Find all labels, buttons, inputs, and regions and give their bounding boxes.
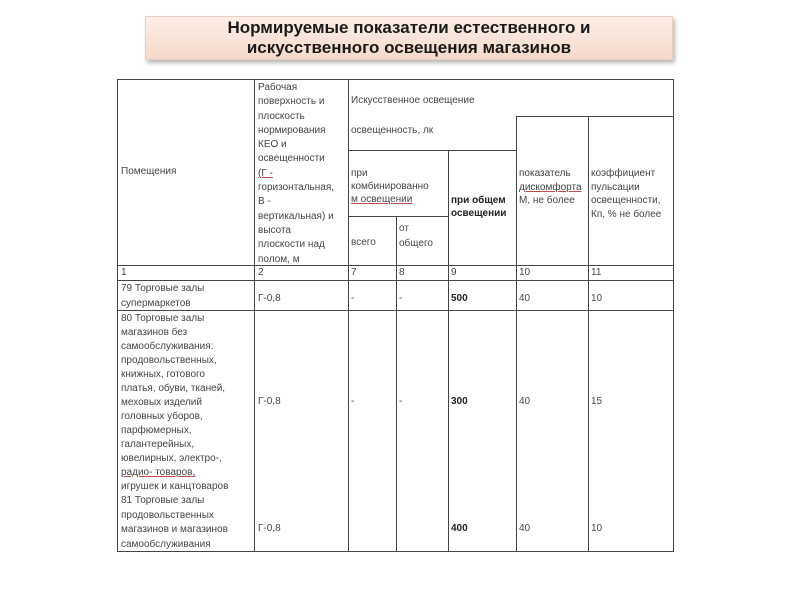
slide-title	[227, 18, 590, 58]
table-border-left	[117, 79, 118, 552]
line-h-combined	[348, 216, 448, 217]
row-surface: Г-0,8	[258, 293, 281, 304]
row-pulsation: 15	[591, 396, 603, 407]
row-name: 80 Торговые залы магазинов без самообслуживания: продовольственных, книжных, готового платья, обуви, тканей, меховых изделий головных уборов, парфюмерных, галантерейных, ювелирных, электро-, радио- товаров, игрушек и канцтоваров	[121, 313, 229, 492]
line-h-artificial	[516, 116, 673, 117]
line-h-illum	[348, 150, 517, 151]
row-general: 500	[451, 293, 468, 304]
colnum-11: 11	[591, 267, 602, 278]
row-pulsation: 10	[591, 523, 603, 534]
row-from-general: -	[399, 396, 403, 407]
header-artificial: Искусственное освещение	[351, 95, 475, 106]
row-surface: Г-0,8	[258, 523, 281, 534]
header-combined: при комбинированно м освещении	[351, 168, 429, 205]
row-discomfort: 40	[519, 523, 531, 534]
colnum-1: 1	[121, 267, 127, 278]
line-v-col8	[396, 216, 397, 552]
header-pomeshcheniya: Помещения	[121, 166, 177, 177]
header-ot-obshchego: от общего	[399, 223, 433, 249]
row-name: 79 Торговые залы супермаркетов	[121, 283, 205, 309]
line-v-col10	[516, 116, 517, 552]
row-pulsation: 10	[591, 293, 603, 304]
row-surface: Г-0,8	[258, 396, 281, 407]
line-v-col2	[254, 79, 255, 552]
table-border-top	[117, 79, 674, 80]
colnum-2: 2	[258, 267, 264, 278]
row-discomfort: 40	[519, 293, 531, 304]
header-vsego: всего	[351, 237, 376, 248]
row-from-general: -	[399, 293, 403, 304]
title-line-2: искусственного освещения магазинов	[246, 38, 572, 57]
header-surface: Рабочая поверхность и плоскость нормирования КЕО и освещенности (Г - горизонтальная, В - вертикальная) и высота плоскости над полом, м	[258, 82, 335, 265]
colnum-8: 8	[399, 267, 405, 278]
row-general: 400	[451, 523, 468, 534]
row-discomfort: 40	[519, 396, 531, 407]
header-discomfort: показатель дискомфорта М, не более	[519, 168, 582, 206]
row-total: -	[351, 396, 355, 407]
table-border-right	[673, 79, 674, 552]
row-name: 81 Торговые залы продовольственных магазинов и магазинов самообслуживания	[121, 495, 228, 550]
row-total: -	[351, 293, 355, 304]
row-general: 300	[451, 396, 468, 407]
slide-title-box	[145, 16, 673, 60]
colnum-10: 10	[519, 267, 531, 278]
header-general: при общем освещении	[451, 195, 507, 219]
colnum-9: 9	[451, 267, 457, 278]
line-v-col9	[448, 150, 449, 552]
line-v-col7	[348, 79, 349, 552]
line-v-col11	[588, 116, 589, 552]
title-line-1: Нормируемые показатели естественного и	[227, 18, 591, 37]
header-pulsation: коэффициент пульсации освещенности, Кп, % не более	[591, 168, 662, 220]
header-osveshchennost: освещенность, лк	[351, 125, 434, 136]
colnum-7: 7	[351, 267, 357, 278]
